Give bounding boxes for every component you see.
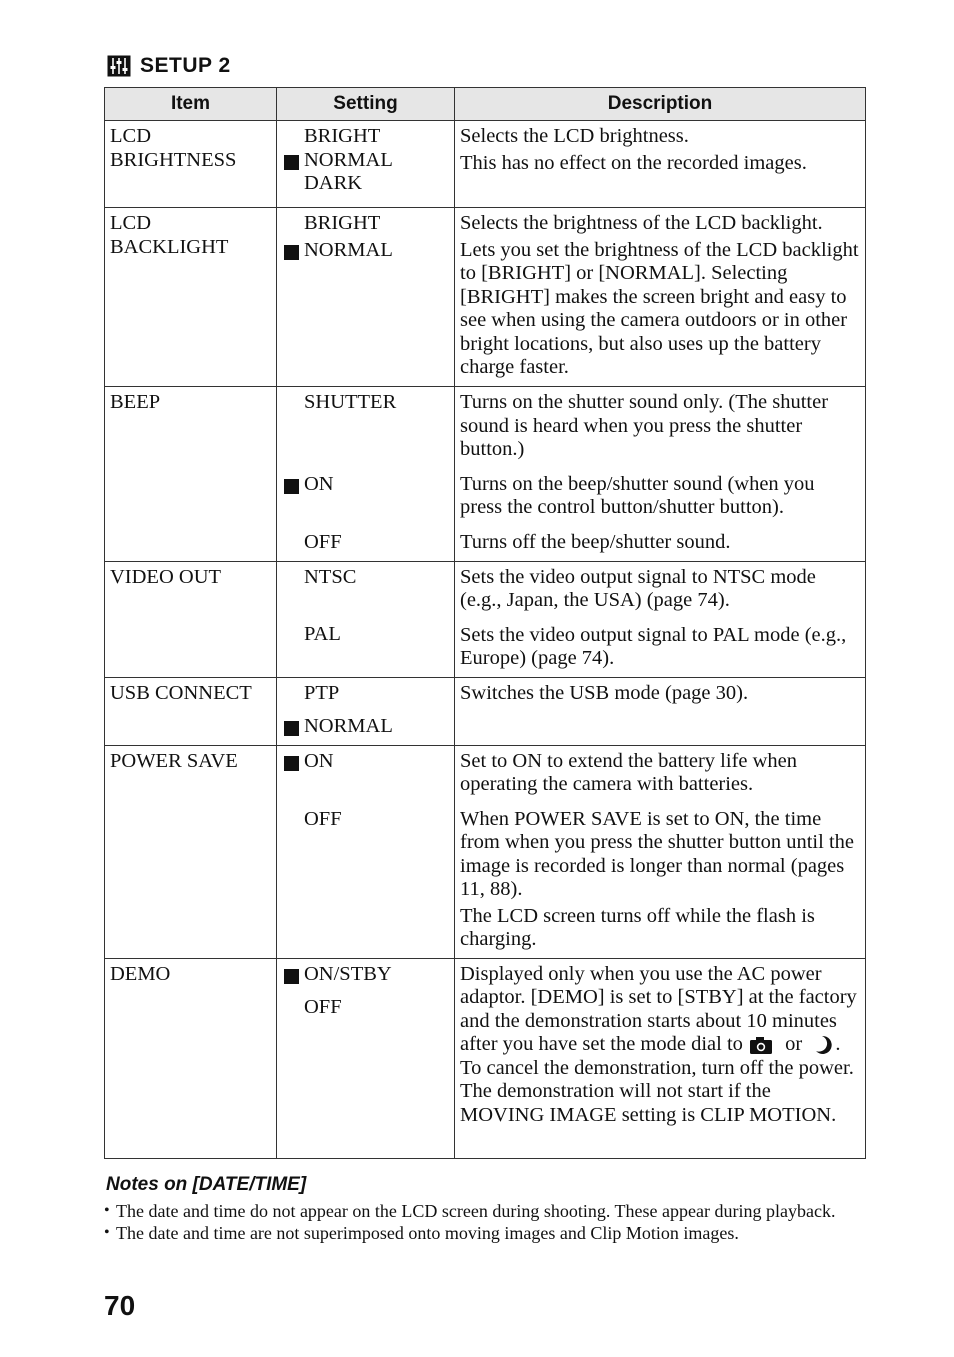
- note-item: • The date and time are not superimposed onto moving images and Clip Motion images.: [104, 1223, 739, 1243]
- setting-option: DARK: [304, 172, 363, 194]
- table-row: [105, 208, 866, 387]
- setting-option: PAL: [304, 623, 341, 645]
- header-item: Item: [105, 88, 277, 121]
- setting-option: NORMAL: [282, 715, 449, 739]
- header-description: Description: [455, 88, 866, 121]
- setting-option: BRIGHT: [304, 125, 381, 147]
- description-cell: Sets the video output signal to NTSC mode (e.g., Japan, the USA) (page 74). Sets the video output signal to PAL mode (e.g., Europe) (page 74).: [455, 561, 866, 677]
- description-cell: Displayed only when you use the AC power adaptor. [DEMO] is set to [STBY] at the factory and the demonstration starts about 10 minutes after you have set the mode dial to or . To cancel the demonstration, turn off the power. The demonstration will not start if the MOVING IMAGE setting is CLIP MOTION.: [455, 958, 866, 1158]
- setting-cell: [277, 561, 455, 677]
- description-cell: Selects the LCD brightness. This has no effect on the recorded images.: [455, 121, 866, 208]
- moon-icon: [813, 1034, 835, 1056]
- bullet-icon: •: [104, 1224, 110, 1241]
- setting-option: ON: [282, 473, 449, 497]
- setting-option: OFF: [304, 996, 342, 1018]
- setting-option: NORMAL: [282, 149, 449, 173]
- description-cell: Turns on the shutter sound only. (The shutter sound is heard when you press the shutter button.) Turns on the beep/shutter sound (when you press the control button/shutter button). Turns off the beep/shutter sound.: [455, 387, 866, 562]
- default-marker-icon: [282, 750, 304, 770]
- header-setting: Setting: [277, 88, 455, 121]
- table-row: [105, 387, 866, 562]
- table-row: [105, 121, 866, 208]
- setting-option: ON/STBY: [282, 963, 449, 987]
- setting-option: SHUTTER: [304, 391, 397, 413]
- setting-option: OFF: [304, 808, 342, 830]
- setting-cell: [277, 677, 455, 745]
- setting-cell: [277, 387, 455, 562]
- setting-cell: [277, 958, 455, 1158]
- setting-option: ON: [282, 750, 449, 774]
- default-marker-icon: [282, 715, 304, 735]
- setting-cell: [277, 121, 455, 208]
- description-cell: Switches the USB mode (page 30).: [455, 677, 866, 745]
- notes-section: [106, 1174, 866, 1244]
- setting-option: PTP: [304, 681, 340, 704]
- camera-icon: [748, 1035, 774, 1055]
- item-cell: BEEP: [105, 387, 277, 562]
- setup-table: [104, 87, 866, 1159]
- setting-cell: [277, 208, 455, 387]
- default-marker-icon: [282, 149, 304, 169]
- description-cell: Selects the brightness of the LCD backlight. Lets you set the brightness of the LCD backlight to [BRIGHT] or [NORMAL]. Selecting [BRIGHT] makes the screen bright and easy to see when using the camera outdoors or in other bright locations, but also uses up the battery charge faster.: [455, 208, 866, 387]
- section-title: SETUP 2: [140, 54, 231, 77]
- default-marker-icon: [282, 239, 304, 259]
- default-marker-icon: [282, 963, 304, 983]
- table-row: [105, 958, 866, 1158]
- setting-option: NORMAL: [282, 239, 449, 263]
- description-cell: Set to ON to extend the battery life when operating the camera with batteries. When POWER SAVE is set to ON, the time from when you press the shutter button until the image is recorded is longer than normal (pages 11, 88). The LCD screen turns off while the flash is charging.: [455, 745, 866, 958]
- item-cell: USB CONNECT: [105, 677, 277, 745]
- table-row: [105, 745, 866, 958]
- item-cell: LCD BACKLIGHT: [105, 208, 277, 387]
- setting-option: OFF: [304, 531, 342, 553]
- table-row: [105, 677, 866, 745]
- item-cell: DEMO: [105, 958, 277, 1158]
- item-cell: POWER SAVE: [105, 745, 277, 958]
- item-cell: LCD BRIGHTNESS: [105, 121, 277, 208]
- note-item: • The date and time do not appear on the LCD screen during shooting. These appear during playback.: [104, 1201, 836, 1221]
- setting-option: BRIGHT: [304, 212, 381, 234]
- notes-title: Notes on [DATE/TIME]: [106, 1174, 307, 1195]
- item-cell: VIDEO OUT: [105, 561, 277, 677]
- bullet-icon: •: [104, 1202, 110, 1219]
- section-heading: [107, 53, 231, 79]
- setting-option: NTSC: [304, 565, 357, 588]
- setup-sliders-icon: [107, 55, 131, 77]
- table-row: [105, 561, 866, 677]
- page-number: 70: [104, 1290, 136, 1321]
- default-marker-icon: [282, 473, 304, 493]
- setting-cell: [277, 745, 455, 958]
- table-header-row: [105, 88, 866, 121]
